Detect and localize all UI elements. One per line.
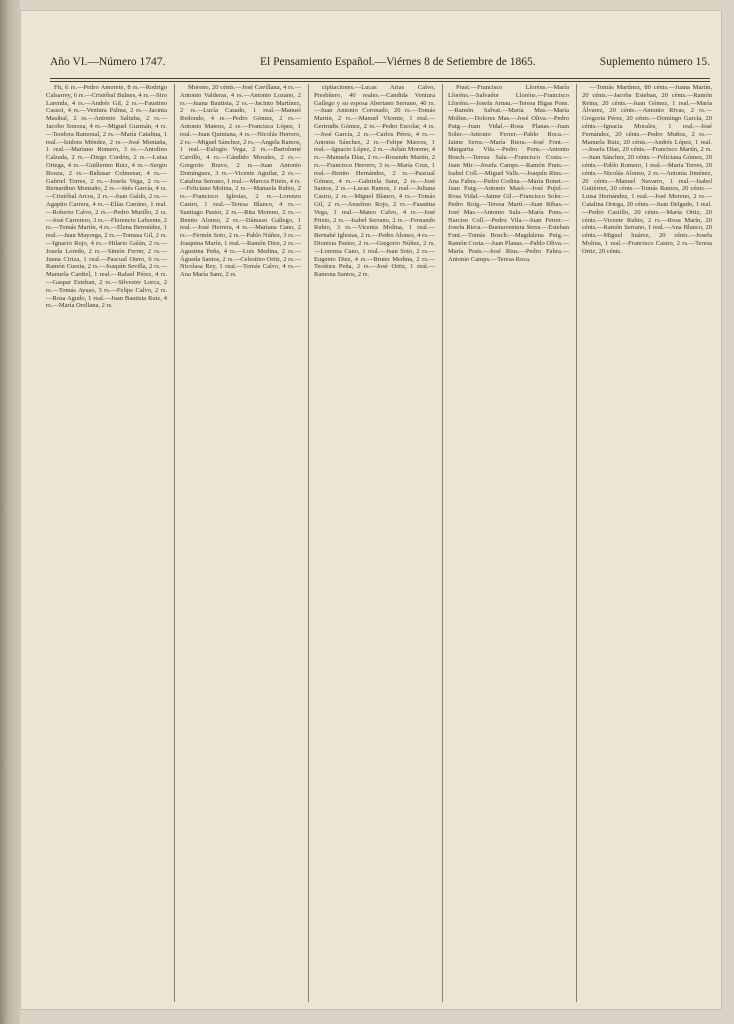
scan-edge-shadow [0, 0, 20, 1024]
column-divider [576, 84, 577, 1002]
page-header [50, 52, 710, 76]
column-text: Moreno, 20 cénts.—José Cavillana, 4 rs.—Antonio Valderas, 4 rs.—Antonio Lozano, 2 rs.—Juana Bautista, 2 rs.—Jacinto Martínez, 2 rs.—Lucía Casado, 1 real.—Manuel Redondo, 4 rs.—Pedro Gómez, 2 rs.—Antonio Mateos, 2 rs.—Francisca López, 1 real.—Juan Quintana, 4 rs.—Nicolás Herrero, 2 rs.—Miguel Sánchez, 2 rs.—Angela Ramos, 1 real.—Eulogio Vega, 2 rs.—Bartolomé Carrillo, 4 rs.—Cándido Morales, 2 rs.—Gregorio Bravo, 2 rs.—Juan Antonio Domínguez, 3 rs.—Vicente Aguilar, 2 rs.—Catalina Serrano, 1 real.—Marcos Prieto, 4 rs.—Feliciano Molina, 2 rs.—Manuela Rubio, 2 rs.—Francisco Iglesias, 2 rs.—Lorenzo Castro, 1 real.—Teresa Blanco, 4 rs.—Santiago Pastor, 2 rs.—Rita Moreno, 2 rs.—Benito Alonso, 2 rs.—Dámaso Gallego, 1 real.—José Herrera, 4 rs.—Mariana Cano, 2 rs.—Fermín Soto, 2 rs.—Pablo Núñez, 3 rs.—Joaquina Marín, 1 real.—Ramón Diez, 2 rs.—Agustina Peña, 4 rs.—Luis Medina, 2 rs.—Águeda Santos, 2 rs.—Celestino Ortiz, 2 rs.—Nicolasa Rey, 1 real.—Tomás Calvo, 4 rs.—Ana María Sanz, 2 rs. [180, 84, 301, 279]
newspaper-page [20, 10, 722, 1010]
issue-number: Año VI.—Número 1747. [50, 56, 166, 68]
column-text: Prast.—Francisco Lloréns.—María Lloréns.—Salvador Lloréns.—Francisco Lloréns.—Josefa Arnau.—Teresa Bigas Pons.—Ramón Salvat.—María Mas.—María Molins.—Dolores Mas.—José Oliva.—Pedro Puig.—Juan Vidal.—Rosa Planas.—Juan Soler.—Antonio Ferrer.—Pablo Roca.—Jaime Serra.—María Riera.—José Font.—Margarita Vila.—Pedro Pons.—Antonio Bosch.—Teresa Sala.—Francisco Costa.—Juan Mir.—Josefa Camps.—Ramón Prats.—Isabel Coll.—Miguel Valls.—Joaquín Rius.—Ana Fabra.—Pedro Codina.—María Bonet.—Juan Puig.—Antonio Masó.—José Pujol.—Rosa Vidal.—Jaime Gil.—Francisco Soler.—Pedro Roig.—Teresa Martí.—Juan Ribas.—José Mas.—Antonio Sala.—María Pons.—Narciso Coll.—Pedro Vila.—Juan Ferrer.—Josefa Riera.—Buenaventura Serra.—Esteban Font.—Tomás Bosch.—Magdalena Puig.—Ramón Costa.—Juan Planas.—Pablo Oliva.—María Prats.—José Rius.—Pedro Fabra.—Antonio Camps.—Teresa Roca. [448, 84, 569, 263]
text-column-1 [46, 84, 167, 1004]
column-divider [174, 84, 175, 1002]
text-column-3 [314, 84, 435, 1004]
text-column-5 [582, 84, 712, 1004]
text-column-2 [180, 84, 301, 1004]
text-columns [46, 84, 714, 1004]
column-text: Fit, 6 rs.—Pedro Amorete, 8 rs.—Rodrigo Calsarrey, 6 rs.—Cristóbal Bulnes, 4 rs.—Siro Larenda, 4 rs.—Andrés Gil, 2 rs.—Faustino Cassoi, 4 rs.—Ventura Palma, 2 rs.—Jacinta Masibal, 2 rs.—Antonio Saliuba, 2 rs.—Jacobo Sonoza, 4 rs.—Miguel Guzmán, 4 rs.—Teodora Ramonal, 2 rs.—María Catalina, 1 real.—Isidora Méndez, 2 rs.—José Montaña, 1 real.—Mariano Romero, 3 rs.—Antolino Calzada, 2 rs.—Diego Cordón, 2 rs.—Luisa Ortega, 4 rs.—Guillermo Ruiz, 4 rs.—Sergio Bouza, 2 rs.—Baltasar Colmenar, 4 rs.—Gabriel Torres, 2 rs.—Josefa Vega, 2 rs.—Bernardino Montaño, 2 rs.—Inés García, 4 rs.—Cristóbal Arcos, 2 rs.—Juan Galdo, 2 rs.—Agapito Carrera, 4 rs.—Elías Camino, 1 real.—Roberto Calvo, 2 rs.—Pedro Murillo, 2 rs.—José Carretero, 3 rs.—Florencio Lafuente, 2 rs.—Tomás Martín, 4 rs.—Elena Bermúdez, 1 real.—Juan Mayorga, 2 rs.—Tomasa Gil, 2 rs.—Ignacio Rojo, 4 rs.—Hilario Galán, 2 rs.—Josefa Loredo, 2 rs.—Simón Ferrer, 2 rs.—Juana Ciriza, 1 real.—Pascual Otero, 6 rs.—Ramón Cuesta, 2 rs.—Joaquín Sevilla, 2 rs.—Manuela Cardiel, 1 real.—Rafael Pérez, 4 rs.—Gaspar Esteban, 2 rs.—Silvestre Lorca, 2 rs.—Tomás Ayuso, 3 rs.—Felipe Calvo, 2 rs.—Rosa Agudo, 1 real.—Juan Bautista Ruiz, 4 rs.—María Orellana, 2 rs. [46, 84, 167, 310]
newspaper-title-date: El Pensamiento Español.—Viérnes 8 de Setiembre de 1865. [260, 56, 536, 68]
column-divider [442, 84, 443, 1002]
column-text: —Tomás Martínez, 80 cénts.—Juana Martín, 20 cénts.—Jacoba Esteban, 20 cénts.—Ramón Reina, 20 cénts.—Juan Gómez, 1 real.—María Álvarez, 20 cénts.—Antonio Rivas, 2 rs.—Gregoria Pérez, 20 cénts.—Domingo García, 20 cénts.—Ignacia Morales, 1 real.—José Fernández, 20 cénts.—Pedro Muñoz, 2 rs.—Manuela Ruiz, 20 cénts.—Andrés López, 1 real.—Josefa Díaz, 20 cénts.—Francisco Martín, 2 rs.—Juan Sánchez, 20 cénts.—Feliciana Gómez, 20 cénts.—Pablo Romero, 1 real.—María Torres, 20 cénts.—Nicolás Alonso, 2 rs.—Antonia Jiménez, 20 cénts.—Manuel Navarro, 1 real.—Isabel Gutiérrez, 20 cénts.—Tomás Ramos, 20 cénts.—Luisa Hernández, 1 real.—José Moreno, 2 rs.—Catalina Ortega, 20 cénts.—Juan Delgado, 1 real.—Pedro Castillo, 20 cénts.—María Ortiz, 20 cénts.—Vicente Rubio, 2 rs.—Rosa Marín, 20 cénts.—Ramón Serrano, 1 real.—Ana Blanco, 20 cénts.—Miguel Suárez, 20 cénts.—Josefa Molina, 1 real.—Francisco Castro, 2 rs.—Teresa Ortiz, 20 cénts. [582, 84, 712, 255]
column-text: cipitaciones.—Lucas Arias Calvo, Presbítero, 40 reales.—Candida Ventura Gallego y su esposa Abertano Serrano, 40 rs.—Juan Antonio Coronado, 20 rs.—Tomás Martín, 2 rs.—Manuel Vicente, 1 real.—Gertrudis Gómez, 2 rs.—Pedro Escolar, 4 rs.—José García, 2 rs.—Carlos Pérez, 4 rs.—Antonia Sánchez, 2 rs.—Felipe Marcos, 1 real.—Ignacio López, 2 rs.—Julián Moreno, 4 rs.—Manuela Díaz, 2 rs.—Rosendo Martín, 2 rs.—Francisco Herrero, 3 rs.—María Cruz, 1 real.—Benito Hernández, 2 rs.—Pascual Gómez, 4 rs.—Gabriela Sanz, 2 rs.—José Santos, 2 rs.—Lucas Ramos, 1 real.—Juliana Castro, 2 rs.—Miguel Blanco, 4 rs.—Tomás Gil, 2 rs.—Anselmo Rojo, 2 rs.—Faustina Vega, 1 real.—Mateo Calvo, 4 rs.—José Prieto, 2 rs.—Isabel Serrano, 2 rs.—Fernando Rubio, 3 rs.—Vicenta Molina, 1 real.—Bernabé Iglesias, 2 rs.—Pedro Alonso, 4 rs.—Dionisia Pastor, 2 rs.—Gregorio Núñez, 2 rs.—Lorenza Cano, 1 real.—Juan Soto, 2 rs.—Eugenio Diez, 4 rs.—Bruno Medina, 2 rs.—Teodora Peña, 2 rs.—José Ortiz, 1 real.—Ramona Santos, 2 rs. [314, 84, 435, 279]
column-divider [308, 84, 309, 1002]
supplement-number: Suplemento número 15. [599, 56, 710, 68]
header-rule [50, 78, 710, 82]
text-column-4 [448, 84, 569, 1004]
